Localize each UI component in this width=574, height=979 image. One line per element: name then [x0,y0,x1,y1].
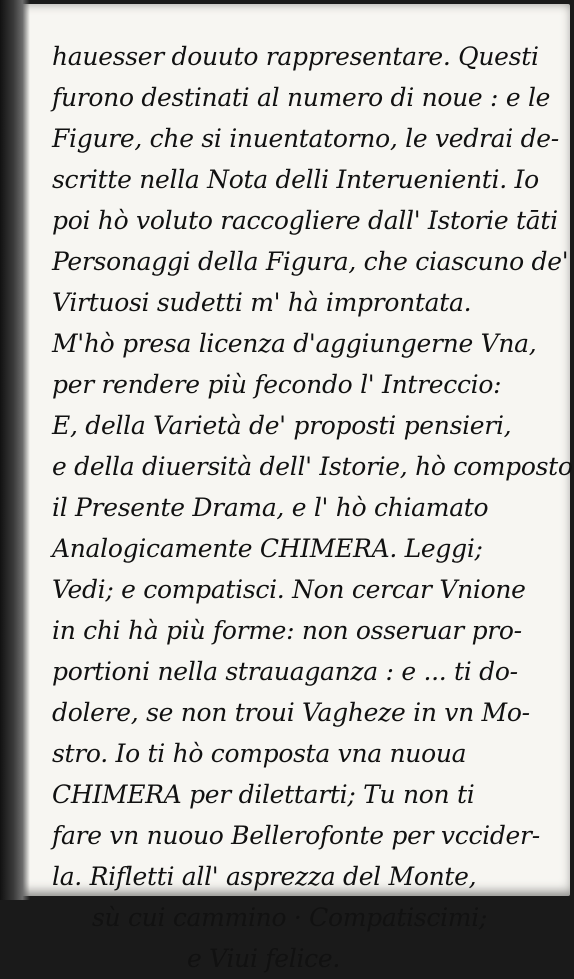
text-line: E, della Varietà de' proposti pensieri, [52,411,512,440]
text-line: Figure, che si inuentatorno, le vedrai de- [52,124,559,153]
text-line: per rendere più fecondo l' Intreccio: [52,370,502,399]
text-line: fare vn nuouo Bellerofonte per vccider- [52,821,540,850]
text-line: la. Rifletti all' asprezza del Monte, [52,862,477,891]
text-line: Virtuosi sudetti m' hà improntata. [52,288,472,317]
text-line: portioni nella strauaganza : e ... ti do- [52,657,518,686]
closing-line: e Viui felice. [187,944,340,973]
text-line: scritte nella Nota delli Interuenienti. Io [52,165,539,194]
text-line: CHIMERA per dilettarti; Tu non ti [52,780,475,809]
text-line: Vedi; e compatisci. Non cercar Vnione [52,575,526,604]
text-line: e della diuersità dell' Istorie, hò composto [52,452,573,481]
text-line: in chi hà più forme: non osseruar pro- [52,616,522,645]
text-line: dolere, se non troui Vagheze in vn Mo- [52,698,530,727]
text-line: Analogicamente CHIMERA. Leggi; [52,534,483,563]
book-spine-shadow [0,0,30,900]
text-line: sù cui cammino · Compatiscimi; [92,903,488,932]
text-line: hauesser douuto rappresentare. Questi [52,42,539,71]
text-line: il Presente Drama, e l' hò chiamato [52,493,489,522]
page-text [52,36,573,979]
text-line: stro. Io ti hò composta vna nuoua [52,739,467,768]
text-line: furono destinati al numero di noue : e le [52,83,551,112]
text-line: Personaggi della Figura, che ciascuno de' [52,247,569,276]
text-line: M'hò presa licenza d'aggiungerne Vna, [52,329,537,358]
text-line: poi hò voluto raccogliere dall' Istorie tāti [52,206,558,235]
